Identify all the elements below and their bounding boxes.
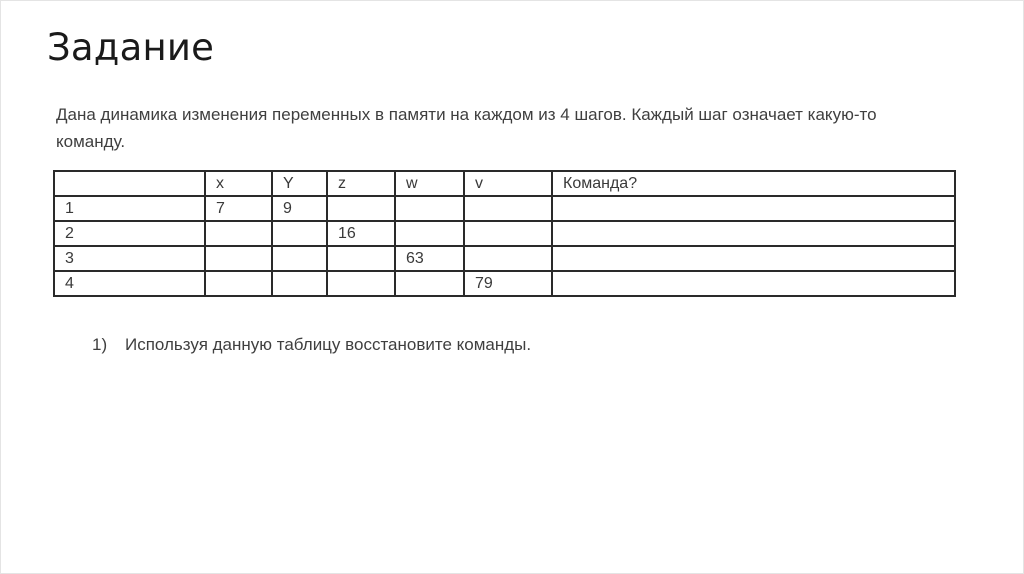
- cell-v: [464, 196, 552, 221]
- header-w: w: [395, 171, 464, 196]
- cell-z: [327, 271, 395, 296]
- cell-y: [272, 271, 327, 296]
- cell-step: 2: [54, 221, 205, 246]
- cell-command: [552, 246, 955, 271]
- table-header-row: [54, 171, 955, 196]
- cell-command: [552, 271, 955, 296]
- header-command: Команда?: [552, 171, 955, 196]
- table-row: [54, 271, 955, 296]
- header-x: x: [205, 171, 272, 196]
- cell-command: [552, 196, 955, 221]
- cell-z: [327, 246, 395, 271]
- cell-command: [552, 221, 955, 246]
- cell-w: [395, 271, 464, 296]
- cell-step: 4: [54, 271, 205, 296]
- cell-w: 63: [395, 246, 464, 271]
- cell-x: 7: [205, 196, 272, 221]
- cell-y: [272, 246, 327, 271]
- cell-w: [395, 196, 464, 221]
- cell-v: 79: [464, 271, 552, 296]
- header-step: [54, 171, 205, 196]
- header-z: z: [327, 171, 395, 196]
- cell-z: 16: [327, 221, 395, 246]
- cell-step: 1: [54, 196, 205, 221]
- cell-w: [395, 221, 464, 246]
- header-v: v: [464, 171, 552, 196]
- cell-step: 3: [54, 246, 205, 271]
- table-row: [54, 246, 955, 271]
- slide-title: Задание: [47, 26, 215, 69]
- cell-x: [205, 221, 272, 246]
- intro-text: Дана динамика изменения переменных в памяти на каждом из 4 шагов. Каждый шаг означает какую-то команду.: [56, 105, 877, 151]
- steps-table: [53, 170, 956, 297]
- task-item: [92, 335, 531, 355]
- header-y: Y: [272, 171, 327, 196]
- cell-v: [464, 221, 552, 246]
- cell-y: 9: [272, 196, 327, 221]
- cell-x: [205, 271, 272, 296]
- task-number: 1): [92, 335, 108, 354]
- table-row: [54, 196, 955, 221]
- cell-x: [205, 246, 272, 271]
- cell-y: [272, 221, 327, 246]
- task-text: Используя данную таблицу восстановите команды.: [125, 335, 532, 354]
- cell-z: [327, 196, 395, 221]
- table-row: [54, 221, 955, 246]
- cell-v: [464, 246, 552, 271]
